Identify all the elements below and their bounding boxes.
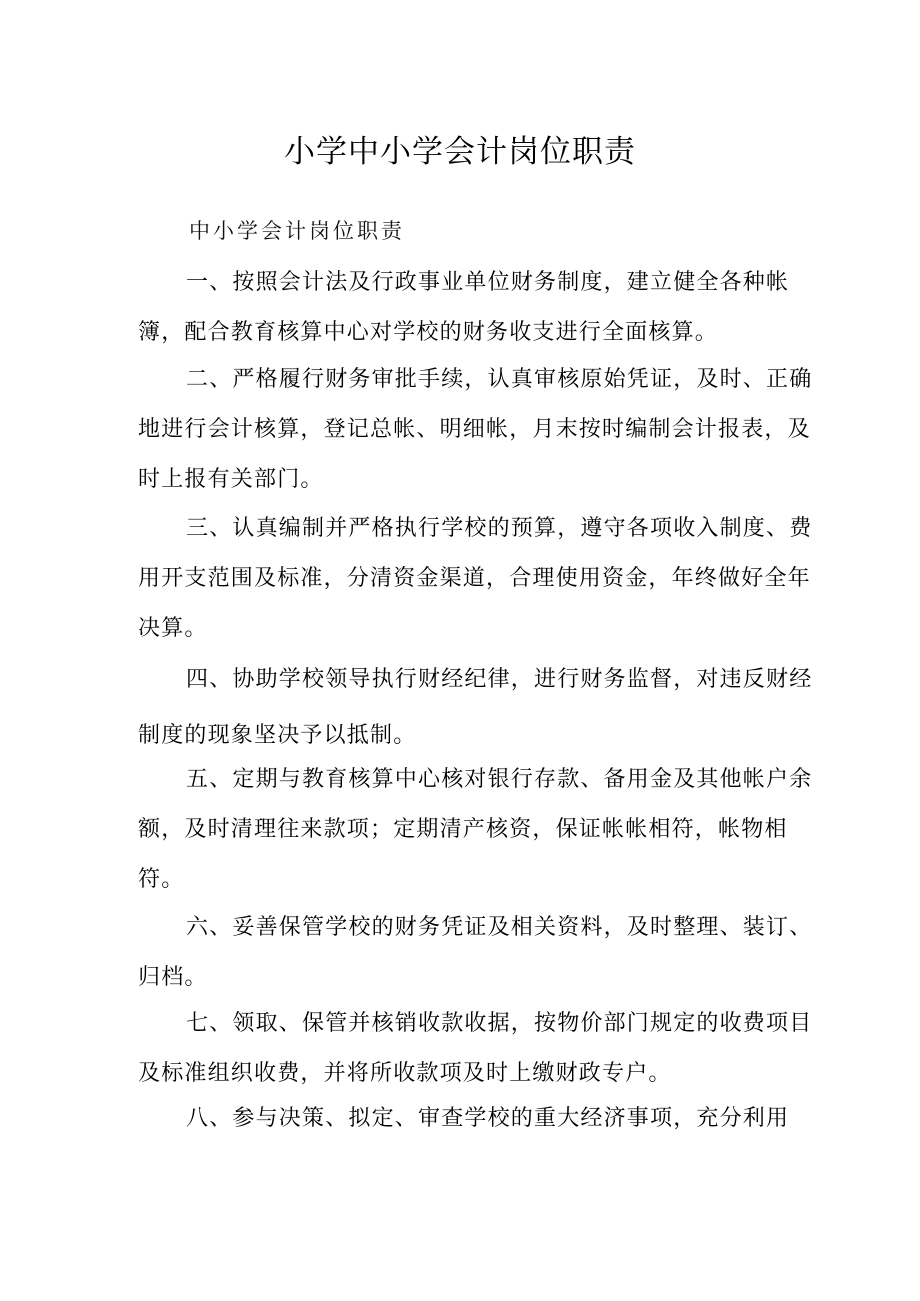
- paragraph-7: 七、领取、保管并核销收款收据，按物价部门规定的收费项目及标准组织收费，并将所收款项及时上缴财政专户。: [138, 1011, 813, 1086]
- paragraph-5: 五、定期与教育核算中心核对银行存款、备用金及其他帐户余额，及时清理往来款项；定期清产核资，保证帐帐相符，帐物相符。: [138, 767, 813, 892]
- paragraph-3: 三、认真编制并严格执行学校的预算，遵守各项收入制度、费用开支范围及标准，分清资金渠道，合理使用资金，年终做好全年决算。: [138, 516, 813, 641]
- paragraph-2: 二、严格履行财务审批手续，认真审核原始凭证，及时、正确地进行会计核算，登记总帐、明细帐，月末按时编制会计报表，及时上报有关部门。: [138, 367, 813, 492]
- document-subtitle: 中小学会计岗位职责: [189, 219, 405, 243]
- paragraph-8: 八、参与决策、拟定、审查学校的重大经济事项，充分利用: [186, 1106, 790, 1131]
- paragraph-1: 一、按照会计法及行政事业单位财务制度，建立健全各种帐簿，配合教育核算中心对学校的财务收支进行全面核算。: [138, 270, 790, 345]
- paragraph-6: 六、妥善保管学校的财务凭证及相关资料，及时整理、装订、归档。: [138, 915, 813, 990]
- document-title: 小学中小学会计岗位职责: [284, 134, 636, 170]
- paragraph-4: 四、协助学校领导执行财经纪律，进行财务监督，对违反财经制度的现象坚决予以抵制。: [138, 667, 813, 748]
